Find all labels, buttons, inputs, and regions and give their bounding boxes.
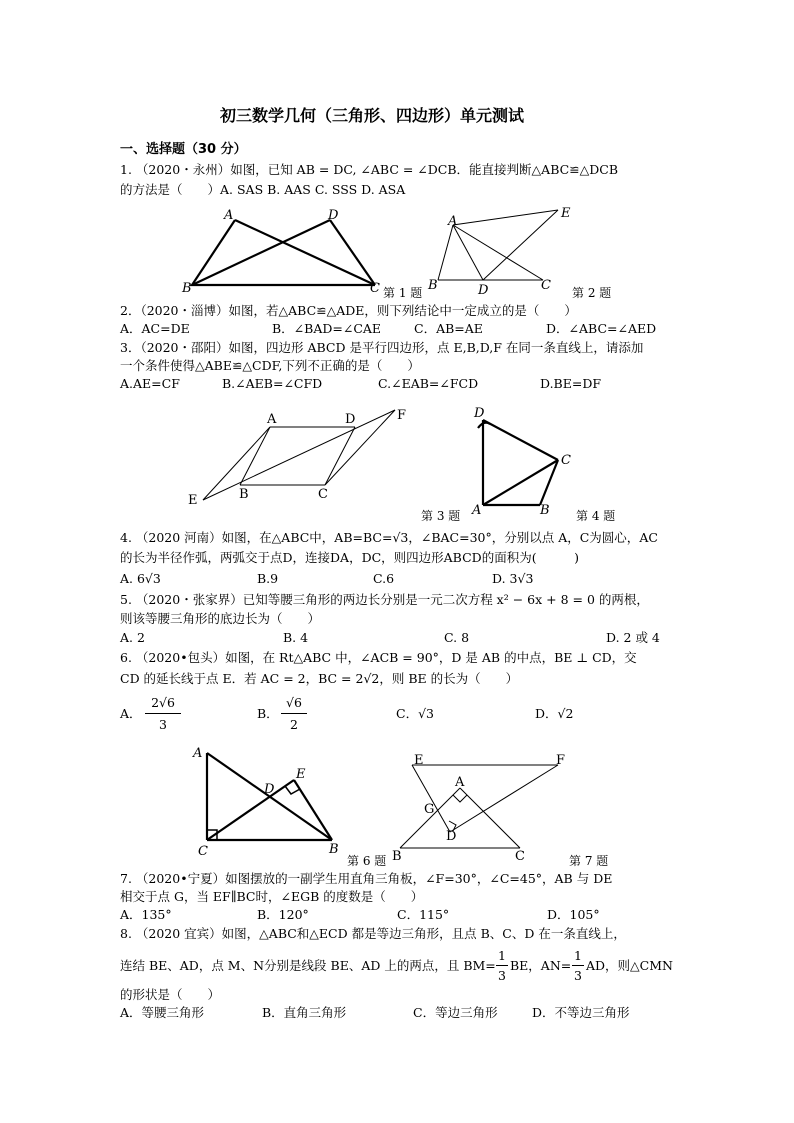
fig7-label-D: D <box>446 829 457 844</box>
q8-fraction1-numerator: 1 <box>498 948 506 963</box>
fig1-label-B: B <box>182 281 192 296</box>
fig3-label-D: D <box>345 412 356 427</box>
fig1-label-A: A <box>224 208 234 223</box>
figure-3 <box>185 405 415 510</box>
figure-2 <box>428 205 578 298</box>
q8-line2-part3: AD，则△CMN <box>586 958 673 973</box>
q5-option-d: D. 2 或 4 <box>606 630 660 645</box>
fig7-label-G: G <box>424 802 435 817</box>
q5-line1: 5. （2020・张家界）已知等腰三角形的两边长分别是一元二次方程 x² − 6x + 8 = 0 的两根， <box>120 592 649 607</box>
fig6-label-D: D <box>264 782 275 797</box>
q2-option-d: D．∠ABC=∠AED <box>546 321 657 336</box>
q3-option-a: A.AE=CF <box>120 376 180 391</box>
fig4-label-A: A <box>472 503 482 518</box>
fig1-label-D: D <box>328 208 339 223</box>
caption-fig3: 第 3 题 <box>421 509 461 523</box>
q2-option-a: A．AC=DE <box>120 321 190 336</box>
q6-option-a-fraction-bar <box>145 713 181 714</box>
caption-fig7: 第 7 题 <box>569 854 609 868</box>
q7-line1: 7. （2020•宁夏）如图摆放的一副学生用直角三角板，∠F=30°，∠C=45°，AB 与 DE <box>120 871 613 886</box>
figure-4 <box>470 402 580 517</box>
fig2-label-E: E <box>561 206 571 221</box>
q8-fraction1-denominator: 3 <box>498 968 506 983</box>
q8-line1: 8. （2020 宜宾）如图，△ABC和△ECD 都是等边三角形，且点 B、C、D 在一条直线上， <box>120 926 626 941</box>
fig7-label-E: E <box>414 753 424 768</box>
fig4-label-D: D <box>474 406 485 421</box>
q6-option-a-denominator: 3 <box>159 717 167 732</box>
fig6-label-C: C <box>198 844 208 859</box>
fig6-label-A: A <box>193 746 203 761</box>
fig3-label-E: E <box>188 493 198 508</box>
q6-option-b-fraction-bar <box>281 713 307 714</box>
q5-line2: 则该等腰三角形的底边长为（ ） <box>120 611 321 626</box>
fig7-label-C: C <box>515 849 525 864</box>
q8-line3: 的形状是（ ） <box>120 987 221 1002</box>
q7-option-d: D．105° <box>547 907 600 922</box>
q6-option-a-label: A． <box>120 706 142 721</box>
q2-option-b: B．∠BAD=∠CAE <box>272 321 382 336</box>
q3-line1: 3．（2020・邵阳）如图，四边形 ABCD 是平行四边形，点 E,B,D,F 在同一条直线上，请添加 <box>120 340 644 355</box>
q7-option-a: A．135° <box>120 907 172 922</box>
q6-line2: CD 的延长线于点 E．若 AC = 2，BC = 2√2，则 BE 的长为（ ） <box>120 671 519 686</box>
fig4-label-C: C <box>561 453 571 468</box>
fig6-label-B: B <box>329 842 339 857</box>
q8-fraction1-bar <box>496 965 508 966</box>
q4-option-b: B.9 <box>257 571 279 586</box>
fig3-label-F: F <box>397 408 407 423</box>
q8-option-c: C．等边三角形 <box>413 1005 498 1020</box>
fig2-label-A: A <box>448 214 458 229</box>
q8-option-d: D．不等边三角形 <box>532 1005 630 1020</box>
figure-6 <box>192 745 352 860</box>
q3-line2: 一个条件使得△ABE≌△CDF,下列不正确的是（ ） <box>120 358 420 373</box>
q8-fraction2-denominator: 3 <box>574 968 582 983</box>
fig3-label-A: A <box>267 412 277 427</box>
fig3-label-C: C <box>318 487 328 502</box>
q7-option-c: C．115° <box>397 907 450 922</box>
q5-option-b: B. 4 <box>283 630 309 645</box>
q6-option-b-denominator: 2 <box>290 717 298 732</box>
q3-option-c: C.∠EAB=∠FCD <box>378 376 479 391</box>
q8-fraction2-bar <box>572 965 584 966</box>
caption-fig4: 第 4 题 <box>576 509 616 523</box>
fig2-label-C: C <box>541 278 551 293</box>
q4-option-a: A. 6√3 <box>120 571 161 586</box>
q6-line1: 6. （2020•包头）如图，在 Rt△ABC 中，∠ACB = 90°，D 是 AB 的中点，BE ⊥ CD，交 <box>120 650 637 665</box>
fig4-label-B: B <box>540 503 550 518</box>
q7-line2: 相交于点 G，当 EF∥BC时，∠EGB 的度数是（ ） <box>120 889 424 904</box>
q4-line2: 的长为半径作弧，两弧交于点D，连接DA，DC，则四边形ABCD的面积为( ) <box>120 550 579 565</box>
fig7-label-B: B <box>392 849 402 864</box>
q5-option-a: A. 2 <box>120 630 145 645</box>
fig3-label-B: B <box>239 487 249 502</box>
caption-fig2: 第 2 题 <box>572 286 612 300</box>
q2-line1: 2．（2020・淄博）如图，若△ABC≌△ADE，则下列结论中一定成立的是（ ） <box>120 303 577 318</box>
fig7-label-A: A <box>455 775 465 790</box>
figure-7 <box>390 750 580 865</box>
fig1-label-C: C <box>370 281 380 296</box>
q1-line2: 的方法是（ ）A. SAS B. AAS C. SSS D. ASA <box>120 182 406 197</box>
q6-option-b-label: B． <box>257 706 279 721</box>
q4-option-c: C.6 <box>373 571 395 586</box>
caption-fig6: 第 6 题 <box>347 854 387 868</box>
q4-line1: 4. （2020 河南）如图，在△ABC中，AB=BC=√3，∠BAC=30°，分别以点 A，C为圆心，AC <box>120 530 658 545</box>
q3-option-b: B.∠AEB=∠CFD <box>222 376 323 391</box>
q4-option-d: D. 3√3 <box>492 571 534 586</box>
q1-line1: 1. （2020・永州）如图，已知 AB = DC, ∠ABC = ∠DCB．能直接判断△ABC≌△DCB <box>120 162 619 177</box>
q7-option-b: B．120° <box>257 907 309 922</box>
q6-option-b-numerator: √6 <box>286 695 302 710</box>
q6-option-c: C．√3 <box>396 706 434 721</box>
fig6-label-E: E <box>296 767 306 782</box>
q8-line2-part1: 连结 BE、AD，点 M、N分别是线段 BE、AD 上的两点，且 BM= <box>120 958 496 973</box>
q8-option-a: A．等腰三角形 <box>120 1005 205 1020</box>
section-heading: 一、选择题（30 分） <box>120 142 247 157</box>
q8-fraction2-numerator: 1 <box>574 948 582 963</box>
q2-option-c: C．AB=AE <box>414 321 483 336</box>
fig2-label-B: B <box>428 278 438 293</box>
fig2-label-D: D <box>478 283 489 298</box>
page-title: 初三数学几何（三角形、四边形）单元测试 <box>220 106 525 125</box>
q6-option-a-numerator: 2√6 <box>151 695 175 710</box>
q5-option-c: C. 8 <box>444 630 470 645</box>
q3-option-d: D.BE=DF <box>540 376 602 391</box>
figure-1 <box>180 205 390 295</box>
q8-line2-part2: BE，AN= <box>510 958 572 973</box>
caption-fig1: 第 1 题 <box>383 286 423 300</box>
q8-option-b: B．直角三角形 <box>262 1005 347 1020</box>
q6-option-d: D．√2 <box>535 706 574 721</box>
fig7-label-F: F <box>556 753 566 768</box>
